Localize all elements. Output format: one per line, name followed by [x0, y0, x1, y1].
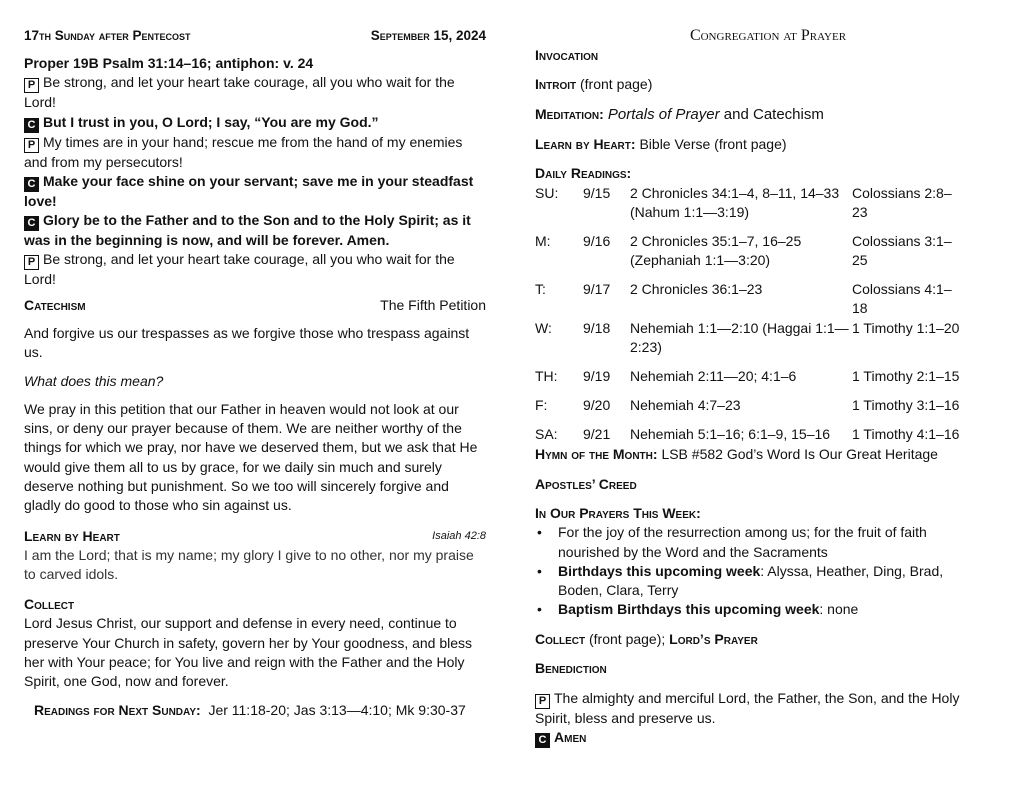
reading-row: SA: 9/21 Nehemiah 5:1–16; 6:1–9, 15–16 1 Timothy 4:1–16 [535, 425, 960, 442]
hymn-line [535, 445, 965, 464]
prayer-item: • Baptism Birthdays this upcoming week: none [535, 600, 965, 619]
hymn-text: LSB #582 God’s Word Is Our Great Heritage [661, 446, 938, 462]
catechism-question: What does this mean? [24, 372, 164, 389]
meditation-line [535, 105, 965, 124]
catechism-label: Catechism [24, 297, 86, 313]
hymn-label: Hymn of the Month: [535, 446, 658, 462]
psalm-line: P Be strong, and let your heart take courage, all you who wait for the Lord! [24, 251, 455, 288]
creed-label: Apostles’ Creed [535, 476, 637, 492]
lords-prayer-label: Lord’s Prayer [669, 631, 758, 647]
catechism-text: And forgive us our trespasses as we forgive those who trespass against us. [24, 325, 470, 361]
invocation-label: Invocation [535, 47, 599, 63]
next-sunday-text: Jer 11:18-20; Jas 3:13—4:10; Mk 9:30-37 [208, 702, 466, 718]
date-heading: September 15, 2024 [370, 28, 486, 43]
prayers-label: In Our Prayers This Week: [535, 505, 701, 521]
amen-line: C Amen [535, 728, 965, 748]
introit-line [535, 75, 965, 94]
catechism-petition: The Fifth Petition [380, 297, 486, 313]
collect-right-note: (front page); [589, 631, 666, 647]
meditation-title: Portals of Prayer [607, 106, 720, 123]
learn-line [535, 135, 965, 154]
psalm-line: P My times are in your hand; rescue me from the hand of my enemies and from my persecutors! [24, 133, 463, 170]
next-sunday-label: Readings for Next Sunday [34, 702, 196, 718]
sunday-title: 17th Sunday after Pentecost [24, 28, 191, 43]
learn-by-heart-label: Learn by Heart [24, 528, 120, 544]
pastor-response-icon: P [24, 78, 39, 93]
meditation-label: Meditation: [535, 106, 604, 122]
psalm-line: C But I trust in you, O Lord; I say, “You are my God.” [24, 113, 486, 133]
congregation-response-icon: C [24, 216, 39, 231]
meditation-rest: and Catechism [723, 106, 824, 123]
reading-row: M: 9/16 2 Chronicles 35:1–7, 16–25 (Zephaniah 1:1—3:20) Colossians 3:1–25 [535, 233, 952, 269]
collect-line [535, 630, 965, 649]
pastor-response-icon: P [24, 138, 39, 153]
introit-note: (front page) [580, 76, 653, 92]
psalm-line: P Be strong, and let your heart take courage, all you who wait for the Lord! [24, 74, 455, 111]
reading-row: TH: 9/19 Nehemiah 2:11—20; 4:1–6 1 Timothy 2:1–15 [535, 367, 960, 384]
psalm-line: C Make your face shine on your servant; save me in your steadfast love! [24, 172, 474, 209]
psalm-title: Proper 19B Psalm 31:14–16; antiphon: v. 24 [24, 55, 314, 71]
congregation-title: Congregation at Prayer [689, 27, 847, 44]
daily-readings-label: Daily Readings: [535, 165, 632, 181]
learn-label: Learn by Heart: [535, 136, 636, 152]
pastor-response-icon: P [24, 255, 39, 270]
reading-row: W: 9/18 Nehemiah 1:1—2:10 (Haggai 1:1—2:23) 1 Timothy 1:1–20 [535, 319, 960, 355]
learn-by-heart-text: I am the Lord; that is my name; my glory I give to no other, nor my praise to carved idols. [24, 547, 474, 583]
learn-by-heart-ref: Isaiah 42:8 [432, 530, 486, 542]
benediction-section [535, 689, 965, 748]
collect-section [24, 595, 486, 691]
next-sunday-readings: Readings for Next Sunday: Jer 11:18-20; Jas 3:13—4:10; Mk 9:30-37 [34, 702, 466, 718]
catechism-section [24, 296, 486, 516]
learn-by-heart-section [24, 527, 486, 585]
prayer-item: • Birthdays this upcoming week: Alyssa, Heather, Ding, Brad, Boden, Clara, Terry [535, 562, 965, 601]
congregation-response-icon: C [24, 118, 39, 133]
congregation-response-icon: C [535, 733, 550, 748]
learn-text: Bible Verse (front page) [639, 136, 787, 152]
benediction-text: P The almighty and merciful Lord, the Father, the Son, and the Holy Spirit, bless and preserve us. [535, 690, 960, 726]
daily-readings-table [535, 184, 965, 454]
psalm-line: C Glory be to the Father and to the Son and to the Holy Spirit; as it was in the beginning is now, and will be forever. Amen. [24, 212, 471, 249]
congregation-response-icon: C [24, 177, 39, 192]
prayer-item: • For the joy of the resurrection among us; for the fruit of faith nourished by the Word and the Sacraments [535, 523, 965, 562]
pastor-response-icon: P [535, 694, 550, 709]
collect-right-label: Collect [535, 631, 586, 647]
benediction-label: Benediction [535, 660, 607, 676]
collect-label: Collect [24, 596, 75, 612]
introit-label: Introit [535, 76, 577, 92]
reading-row: T: 9/17 2 Chronicles 36:1–23 Colossians 4:1–18 [535, 281, 952, 317]
reading-row: SU: 9/15 2 Chronicles 34:1–4, 8–11, 14–33 (Nahum 1:1—3:19) Colossians 2:8–23 [535, 185, 952, 221]
prayers-section [535, 504, 965, 620]
collect-text: Lord Jesus Christ, our support and defense in every need, continue to preserve Your Church in safety, govern her by Your goodness, and bless her with Your peace; for You live and reign with the Father and the Holy Spirit, one God, now and forever. [24, 615, 473, 690]
reading-row: F: 9/20 Nehemiah 4:7–23 1 Timothy 3:1–16 [535, 396, 960, 413]
psalm-section [24, 54, 486, 290]
catechism-answer: We pray in this petition that our Father in heaven would not look at our sins, or deny our prayer because of them. We are neither worthy of the things for which we pray, nor have we deserved them, but we ask that He would give them all to us by grace, for we daily sin much and surely deserve nothing but punishment. So we too will sincerely forgive and gladly do good to those who sin against us. [24, 400, 478, 514]
